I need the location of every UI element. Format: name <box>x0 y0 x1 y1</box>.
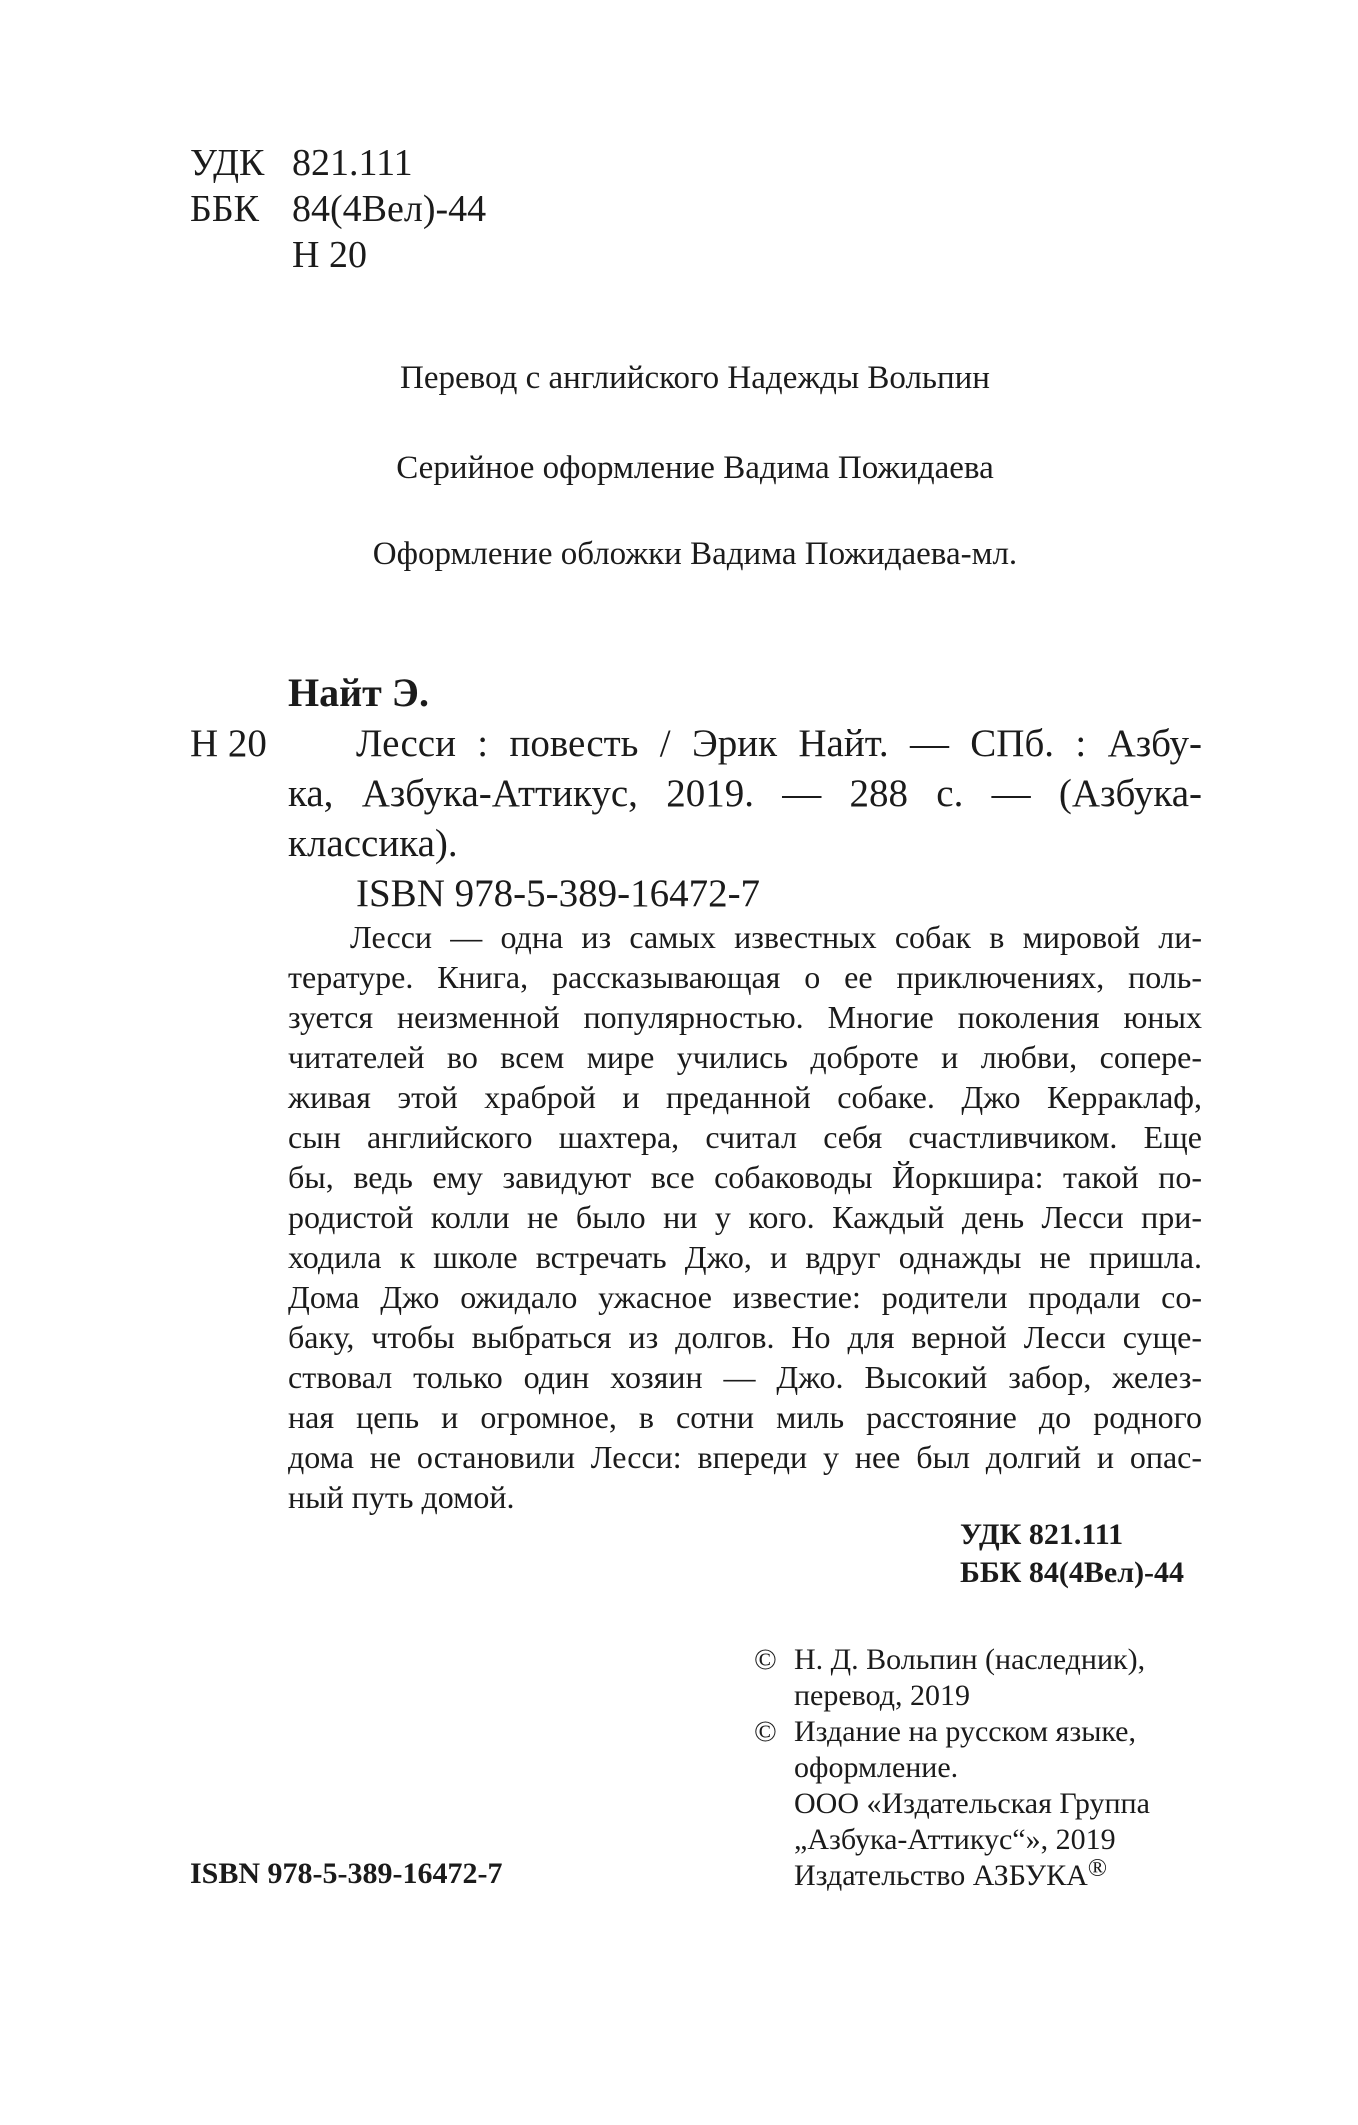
publisher-name: Издательство АЗБУКА <box>794 1859 1088 1892</box>
annotation-line: тературе. Книга, рассказывающая о ее приключениях, поль- <box>288 959 1202 995</box>
udk-label: УДК <box>190 142 265 184</box>
annotation-line: Лесси — одна из самых известных собак в мировой ли- <box>350 919 1202 955</box>
bbk-row <box>190 186 486 232</box>
catalog-code: Н 20 <box>190 722 267 765</box>
copyright-line: Издание на русском языке, <box>794 1715 1136 1748</box>
annotation <box>288 917 1202 1517</box>
registered-trademark-icon: ® <box>1087 1853 1108 1883</box>
copyright-edition <box>754 1714 1202 1894</box>
catalog-description-line: Лесси : повесть / Эрик Найт. — СПб. : Азбу- <box>356 722 1202 765</box>
author-mark: Н 20 <box>292 234 367 276</box>
publisher-line <box>794 1853 1202 1894</box>
bbk-value: 84(4Вел)-44 <box>292 188 487 230</box>
copyright-lines <box>794 1642 1202 1714</box>
annotation-line: ный путь домой. <box>288 1479 515 1515</box>
copyright-line: ООО «Издательская Группа <box>794 1787 1150 1820</box>
udk-row <box>190 140 486 186</box>
annotation-line: ходила к школе встречать Джо, и вдруг однажды не пришла. <box>288 1239 1202 1275</box>
translation-credit: Перевод с английского Надежды Вольпин <box>400 360 990 396</box>
isbn-footer: ISBN 978-5-389-16472-7 <box>190 1857 503 1890</box>
series-design-credit: Серийное оформление Вадима Пожидаева <box>396 450 994 486</box>
copyright-line: Н. Д. Вольпин (наследник), <box>794 1643 1146 1676</box>
author-mark-row <box>190 232 486 278</box>
copyright-line: оформление. <box>794 1751 959 1784</box>
copyright-lines <box>794 1714 1202 1894</box>
annotation-line: читателей во всем мире учились доброте и любви, сопере- <box>288 1039 1202 1075</box>
copyright-line: перевод, 2019 <box>794 1679 971 1712</box>
copyright-block <box>754 1642 1202 1894</box>
copyright-translation <box>754 1642 1202 1714</box>
catalog-isbn: ISBN 978-5-389-16472-7 <box>356 872 761 915</box>
annotation-line: родистой колли не было ни у кого. Каждый день Лесси при- <box>288 1199 1202 1235</box>
catalog-description-line: классика). <box>288 822 458 865</box>
copyright-symbol: © <box>754 1715 777 1748</box>
copyright-line: „Азбука-Аттикус“», 2019 <box>794 1823 1116 1856</box>
entry-bbk-code: ББК 84(4Вел)-44 <box>960 1556 1185 1589</box>
catalog-description-line: ка, Азбука-Аттикус, 2019. — 288 с. — (Азбука- <box>288 772 1202 815</box>
annotation-line: зуется неизменной популярностью. Многие поколения юных <box>288 999 1202 1035</box>
annotation-line: живая этой храброй и преданной собаке. Джо Керраклаф, <box>288 1079 1202 1115</box>
annotation-line: ная цепь и огромное, в сотни миль расстояние до родного <box>288 1399 1202 1435</box>
udk-value: 821.111 <box>292 142 413 184</box>
annotation-line: дома не остановили Лесси: впереди у нее был долгий и опас- <box>288 1439 1202 1475</box>
bbk-label: ББК <box>190 188 259 230</box>
catalog-author: Найт Э. <box>288 670 429 715</box>
annotation-line: ствовал только один хозяин — Джо. Высокий забор, желез- <box>288 1359 1202 1395</box>
annotation-line: баку, чтобы выбраться из долгов. Но для верной Лесси суще- <box>288 1319 1202 1355</box>
annotation-line: Дома Джо ожидало ужасное известие: родители продали со- <box>288 1279 1202 1315</box>
cover-design-credit: Оформление обложки Вадима Пожидаева-мл. <box>372 536 1018 572</box>
entry-udk-code: УДК 821.111 <box>960 1518 1124 1551</box>
annotation-line: бы, ведь ему завидуют все собаководы Йоркшира: такой по- <box>288 1159 1202 1195</box>
classification-block <box>190 140 486 278</box>
annotation-line: сын английского шахтера, считал себя счастливчиком. Еще <box>288 1119 1202 1155</box>
copyright-symbol: © <box>754 1643 777 1676</box>
